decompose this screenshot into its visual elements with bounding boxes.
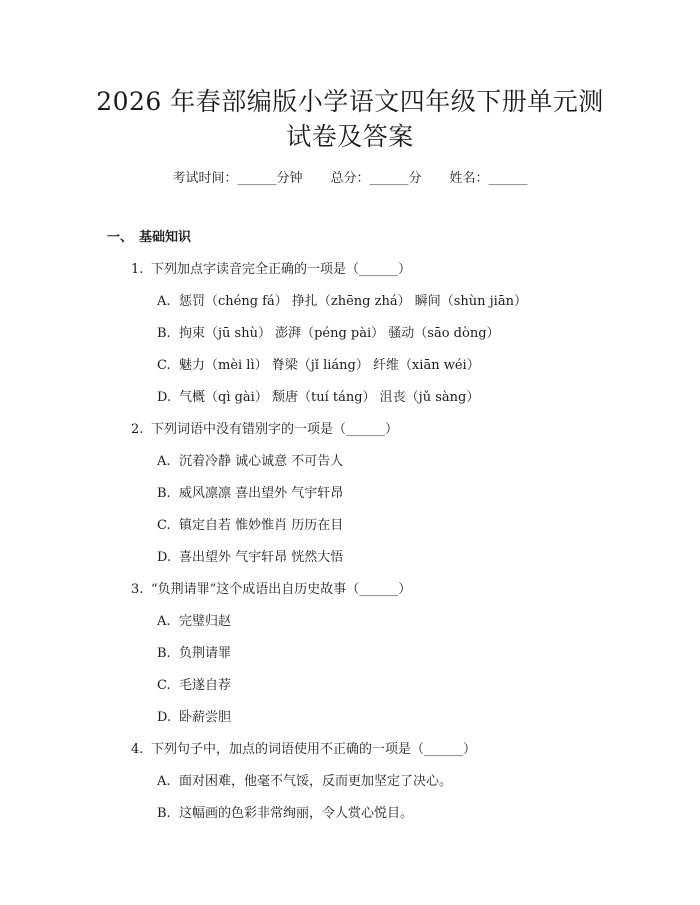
option-letter: C. <box>157 358 171 373</box>
question-3-option-a <box>157 613 231 631</box>
option-text: 这幅画的色彩非常绚丽，令人赏心悦目。 <box>179 806 414 821</box>
option-text: 拘束（jū shù） 澎湃（péng pài） 骚动（sāo dòng） <box>179 326 500 341</box>
option-letter: A. <box>157 774 171 789</box>
question-1 <box>131 261 411 279</box>
option-text: 卧薪尝胆 <box>179 710 232 725</box>
question-4 <box>131 741 476 759</box>
question-3 <box>131 581 411 599</box>
option-letter: D. <box>157 390 172 405</box>
option-letter: D. <box>157 710 172 725</box>
option-letter: D. <box>157 550 172 565</box>
question-2-option-c <box>157 517 343 535</box>
question-number: 1. <box>131 262 144 277</box>
question-3-option-d <box>157 709 231 727</box>
option-letter: B. <box>157 646 171 661</box>
question-1-option-b <box>157 325 500 343</box>
section-number: 一、 <box>107 230 134 245</box>
question-number: 4. <box>131 742 144 757</box>
option-letter: C. <box>157 678 171 693</box>
question-1-option-c <box>157 357 480 375</box>
option-text: 气概（qì gài） 颓唐（tuí táng） 沮丧（jǔ sàng） <box>179 390 480 405</box>
question-3-option-b <box>157 645 231 663</box>
option-text: 面对困难，他毫不气馁，反而更加坚定了决心。 <box>179 774 453 789</box>
exam-score: 总分：______分 <box>330 171 422 186</box>
option-text: 惩罚（chéng fá） 挣扎（zhēng zhá） 瞬间（shùn jiān） <box>179 294 527 309</box>
option-letter: B. <box>157 806 171 821</box>
question-2 <box>131 421 398 439</box>
question-number: 2. <box>131 422 144 437</box>
exam-meta <box>0 170 700 188</box>
exam-title-line-2: 试卷及答案 <box>286 122 414 151</box>
option-letter: A. <box>157 294 171 309</box>
option-text: 负荆请罪 <box>179 646 232 661</box>
option-letter: A. <box>157 614 171 629</box>
option-letter: B. <box>157 486 171 501</box>
exam-title-line-1: 2026 年春部编版小学语文四年级下册单元测 <box>96 87 604 116</box>
question-3-option-c <box>157 677 231 695</box>
question-2-option-a <box>157 453 343 471</box>
option-letter: A. <box>157 454 171 469</box>
question-text: 下列加点字读音完全正确的一项是（______） <box>151 262 412 277</box>
question-1-option-d <box>157 389 479 407</box>
question-2-option-d <box>157 549 343 567</box>
option-letter: B. <box>157 326 171 341</box>
section-title: 基础知识 <box>139 230 192 245</box>
question-number: 3. <box>131 582 144 597</box>
option-text: 毛遂自荐 <box>179 678 232 693</box>
section-heading <box>107 229 191 247</box>
option-text: 完璧归赵 <box>179 614 232 629</box>
option-text: 镇定自若 惟妙惟肖 历历在目 <box>179 518 344 533</box>
question-text: “负荆请罪”这个成语出自历史故事（______） <box>151 582 412 597</box>
exam-name: 姓名：______ <box>449 171 528 186</box>
question-4-option-b <box>157 805 413 823</box>
question-text: 下列词语中没有错别字的一项是（______） <box>151 422 399 437</box>
option-text: 沉着冷静 诚心诚意 不可告人 <box>179 454 344 469</box>
option-letter: C. <box>157 518 171 533</box>
question-4-option-a <box>157 773 452 791</box>
option-text: 威风凛凛 喜出望外 气宇轩昂 <box>179 486 344 501</box>
question-1-option-a <box>157 293 527 311</box>
exam-time: 考试时间：______分钟 <box>172 171 303 186</box>
option-text: 喜出望外 气宇轩昂 恍然大悟 <box>179 550 344 565</box>
option-text: 魅力（mèi lì） 脊梁（jǐ liáng） 纤维（xiān wéi） <box>179 358 480 373</box>
question-2-option-b <box>157 485 343 503</box>
question-text: 下列句子中，加点的词语使用不正确的一项是（______） <box>151 742 477 757</box>
